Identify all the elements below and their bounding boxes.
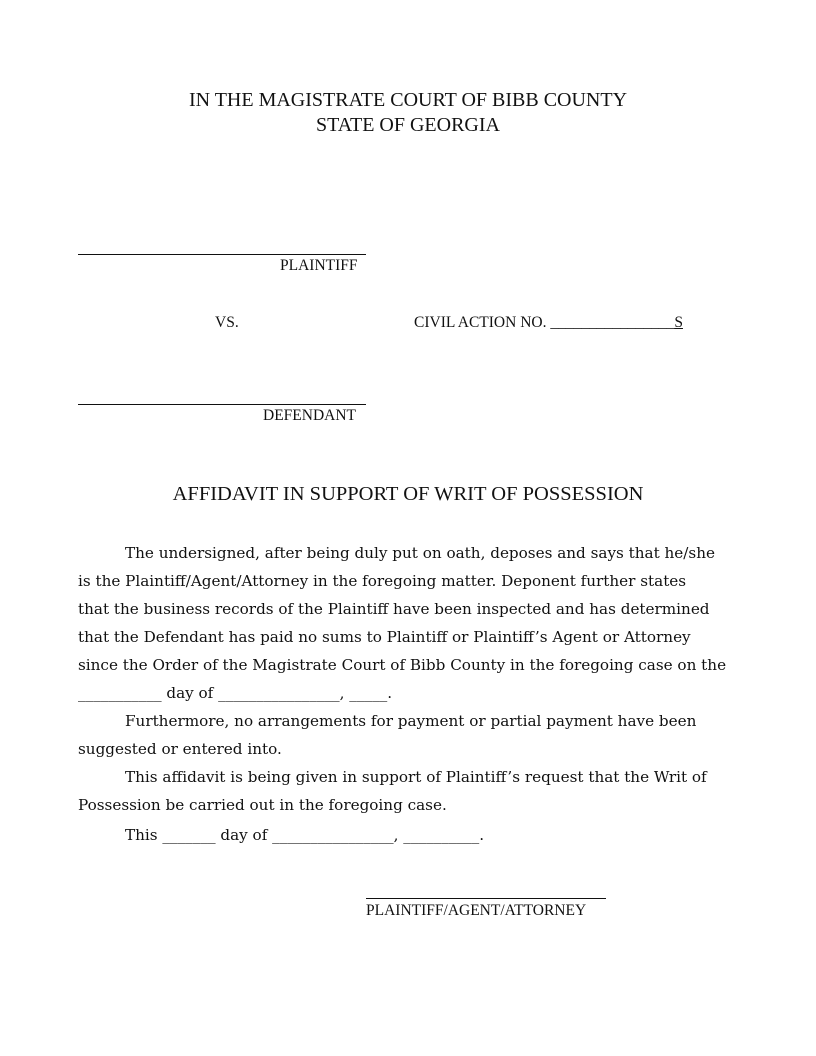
civil-action-suffix: S bbox=[674, 314, 683, 331]
paragraph-1-line-1: The undersigned, after being duly put on oath, deposes and says that he/she bbox=[125, 544, 715, 562]
date-line: This _______ day of ________________, __________. bbox=[125, 826, 485, 844]
plaintiff-name-line bbox=[78, 254, 366, 255]
civil-action-label: CIVIL ACTION NO. bbox=[414, 314, 547, 331]
paragraph-2-line-1: Furthermore, no arrangements for payment or partial payment have been bbox=[125, 712, 697, 730]
paragraph-1-line-4: that the Defendant has paid no sums to Plaintiff or Plaintiff’s Agent or Attorney bbox=[78, 628, 691, 646]
paragraph-3-line-1: This affidavit is being given in support of Plaintiff’s request that the Writ of bbox=[125, 768, 707, 786]
vs-label: VS. bbox=[215, 314, 239, 331]
paragraph-2-line-2: suggested or entered into. bbox=[78, 740, 282, 758]
paragraph-1-line-6: ___________ day of ________________, _____. bbox=[78, 684, 393, 702]
document-title: AFFIDAVIT IN SUPPORT OF WRIT OF POSSESSION bbox=[172, 483, 644, 505]
paragraph-3-line-2: Possession be carried out in the foregoing case. bbox=[78, 796, 447, 814]
court-state: STATE OF GEORGIA bbox=[316, 114, 500, 136]
defendant-name-line bbox=[78, 404, 366, 405]
paragraph-1-line-2: is the Plaintiff/Agent/Attorney in the foregoing matter. Deponent further states bbox=[78, 572, 687, 590]
defendant-label: DEFENDANT bbox=[263, 407, 356, 424]
plaintiff-label: PLAINTIFF bbox=[280, 257, 358, 274]
civil-action-number bbox=[414, 314, 683, 332]
paragraph-1-line-3: that the business records of the Plaintiff have been inspected and has determined bbox=[78, 600, 710, 618]
court-name: IN THE MAGISTRATE COURT OF BIBB COUNTY bbox=[188, 89, 628, 111]
signature-line bbox=[366, 898, 606, 899]
civil-action-blank: ________________ bbox=[550, 314, 675, 331]
signature-label: PLAINTIFF/AGENT/ATTORNEY bbox=[366, 902, 587, 919]
paragraph-1-line-5: since the Order of the Magistrate Court of Bibb County in the foregoing case on the bbox=[78, 656, 727, 674]
